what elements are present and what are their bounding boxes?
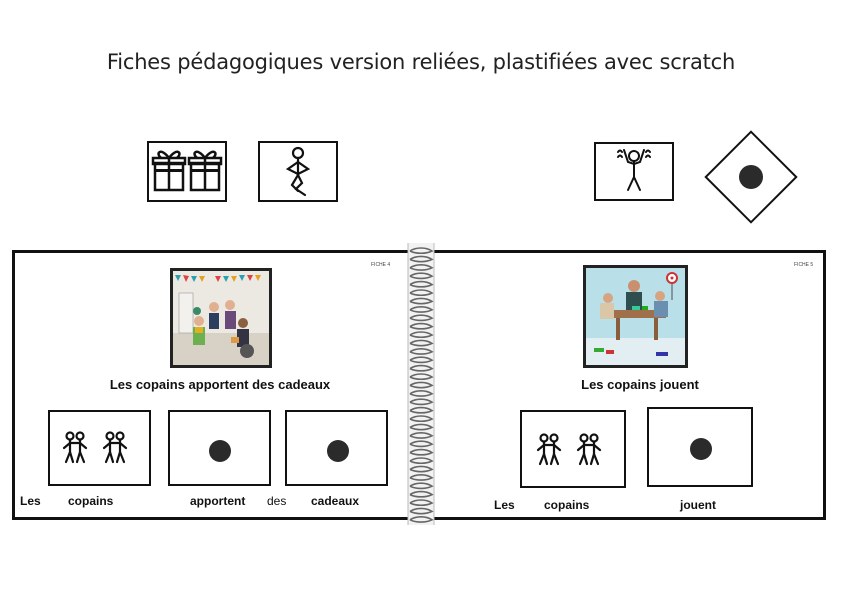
friends-icon bbox=[522, 412, 624, 486]
page-title: Fiches pédagogiques version reliées, plastifiées avec scratch bbox=[106, 50, 736, 74]
velcro-dot-icon bbox=[209, 440, 231, 462]
bring-person-icon bbox=[260, 143, 336, 200]
sheet-label-right: FICHE 5 bbox=[794, 262, 814, 268]
spiral-binding bbox=[404, 243, 438, 525]
sentence-left: Les copains apportent des cadeaux bbox=[109, 377, 331, 392]
sentence-right: Les copains jouent bbox=[581, 377, 699, 392]
velcro-dot-icon bbox=[327, 440, 349, 462]
velcro-dot-icon bbox=[690, 438, 712, 460]
friends-card-right[interactable] bbox=[520, 410, 626, 488]
scene-photo-right bbox=[583, 265, 688, 368]
scene-photo-left bbox=[170, 268, 272, 368]
play-person-icon bbox=[596, 144, 672, 199]
gifts-icon bbox=[149, 143, 225, 200]
friends-icon bbox=[50, 412, 149, 484]
word-cadeaux: cadeaux bbox=[311, 494, 360, 508]
word-les-left: Les bbox=[20, 494, 41, 508]
game-scene-image bbox=[586, 268, 685, 365]
bring-card[interactable] bbox=[258, 141, 338, 202]
word-copains-left: copains bbox=[68, 494, 114, 508]
friends-card-left[interactable] bbox=[48, 410, 151, 486]
party-scene-image bbox=[173, 271, 269, 365]
word-apportent: apportent bbox=[190, 494, 246, 508]
sheet-label-left: FICHE 4 bbox=[371, 262, 391, 268]
play-card[interactable] bbox=[594, 142, 674, 201]
word-copains-right: copains bbox=[544, 498, 590, 512]
velcro-dot-icon bbox=[739, 165, 763, 189]
word-les-right: Les bbox=[494, 498, 515, 512]
word-jouent: jouent bbox=[680, 498, 716, 512]
gifts-card[interactable] bbox=[147, 141, 227, 202]
word-des: des bbox=[267, 494, 287, 508]
